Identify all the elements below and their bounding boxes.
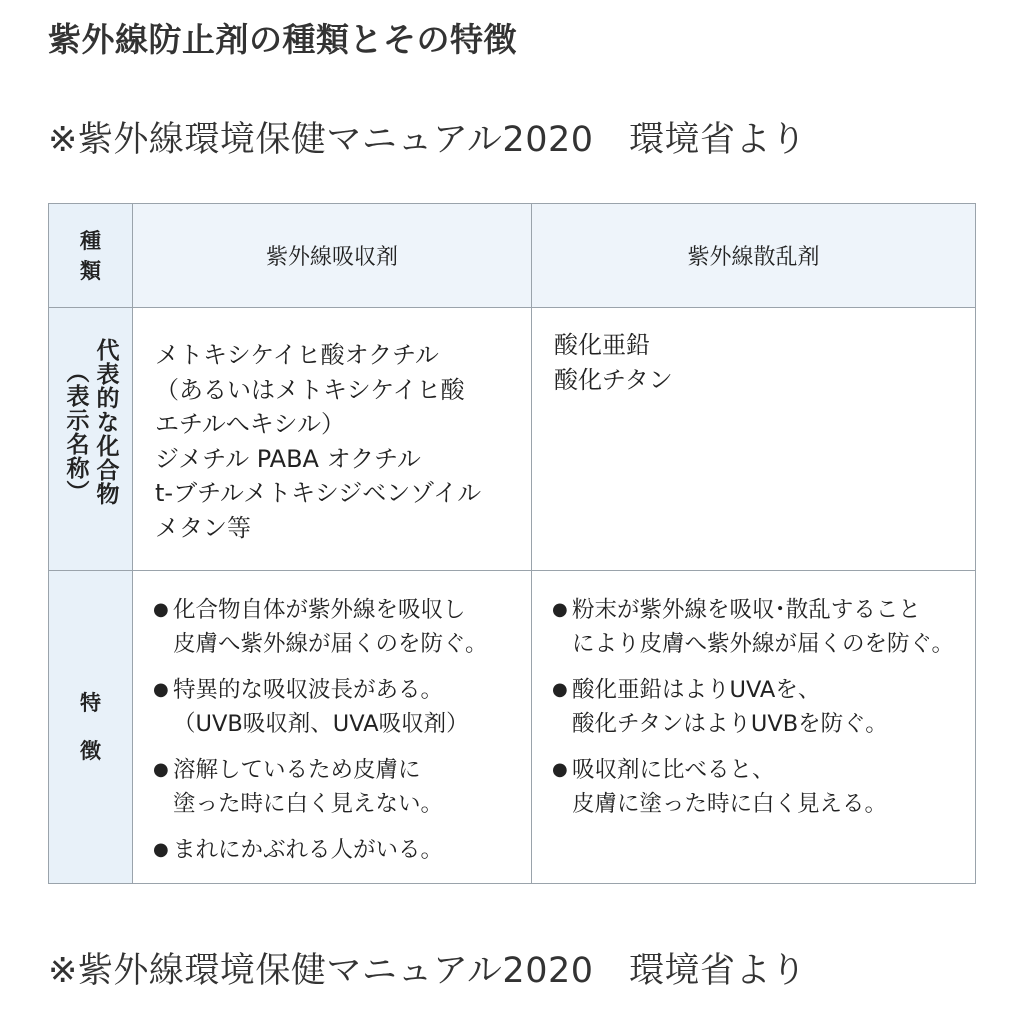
- list-item: [153, 833, 525, 867]
- column-header-absorber: 紫外線吸収剤: [133, 204, 532, 308]
- feature-text: 粉末が紫外線を吸収･散乱すること により皮膚へ紫外線が届くのを防ぐ。: [572, 597, 955, 657]
- list-item: 酸化亜鉛: [554, 331, 650, 359]
- row-label-compounds: 代表的な化合物: [92, 338, 119, 506]
- list-item: [153, 593, 525, 661]
- absorber-compound-list: [133, 308, 531, 545]
- source-note-bottom: ※紫外線環境保健マニュアル2020 環境省より: [48, 951, 807, 991]
- uv-filter-table: [48, 203, 976, 884]
- list-item: エチルへキシル）: [155, 410, 345, 438]
- list-item: 酸化チタン: [554, 365, 673, 394]
- source-note-top: ※紫外線環境保健マニュアル2020 環境省より: [48, 120, 807, 160]
- feature-text: 酸化亜鉛はよりUVAを、 酸化チタンはよりUVBを防ぐ。: [572, 677, 888, 737]
- feature-text: 化合物自体が紫外線を吸収し 皮膚へ紫外線が届くのを防ぐ。: [173, 597, 488, 657]
- list-item: （あるいはメトキシケイヒ酸: [155, 375, 465, 404]
- scatterer-feature-list: [532, 571, 975, 821]
- list-item: メタン等: [155, 513, 251, 542]
- absorber-compounds-cell: [133, 308, 532, 571]
- list-item: [552, 593, 969, 661]
- row-label-compounds-sub: （表示名称）: [62, 360, 89, 504]
- row-label-compounds-cell: [49, 308, 133, 571]
- bullet-icon: ●: [153, 599, 169, 620]
- page-title: 紫外線防止剤の種類とその特徴: [48, 20, 517, 59]
- feature-text: 特異的な吸収波長がある。 （UVB吸収剤、UVA吸収剤）: [173, 677, 469, 737]
- list-item: [153, 753, 525, 821]
- list-item: t-ブチルメトキシジベンゾイル: [155, 479, 482, 507]
- bullet-icon: ●: [153, 759, 169, 780]
- list-item: ジメチル PABA オクチル: [155, 444, 421, 473]
- absorber-feature-list: [133, 571, 531, 867]
- bullet-icon: ●: [153, 679, 169, 700]
- feature-text: 吸収剤に比べると、 皮膚に塗った時に白く見える。: [572, 757, 888, 817]
- bullet-icon: ●: [153, 839, 169, 860]
- list-item: [153, 673, 525, 741]
- list-item: [552, 753, 969, 821]
- bullet-icon: ●: [552, 679, 568, 700]
- row-label-type: 種類: [80, 228, 101, 283]
- bullet-icon: ●: [552, 759, 568, 780]
- row-label-features: 特徴: [80, 691, 101, 763]
- table-row-compounds: [49, 308, 976, 571]
- list-item: メトキシケイヒ酸オクチル: [155, 341, 439, 369]
- table-header-row: [49, 204, 976, 308]
- absorber-features-cell: [133, 571, 532, 884]
- feature-text: 溶解しているため皮膚に 塗った時に白く見えない。: [173, 757, 444, 817]
- bullet-icon: ●: [552, 599, 568, 620]
- row-label-features-cell: [49, 571, 133, 884]
- feature-text: まれにかぶれる人がいる。: [173, 837, 444, 863]
- row-label-type-cell: [49, 204, 133, 308]
- column-header-scatterer: 紫外線散乱剤: [532, 204, 976, 308]
- scatterer-features-cell: [532, 571, 976, 884]
- scatterer-compound-list: [532, 308, 975, 397]
- table-row-features: [49, 571, 976, 884]
- list-item: [552, 673, 969, 741]
- scatterer-compounds-cell: [532, 308, 976, 571]
